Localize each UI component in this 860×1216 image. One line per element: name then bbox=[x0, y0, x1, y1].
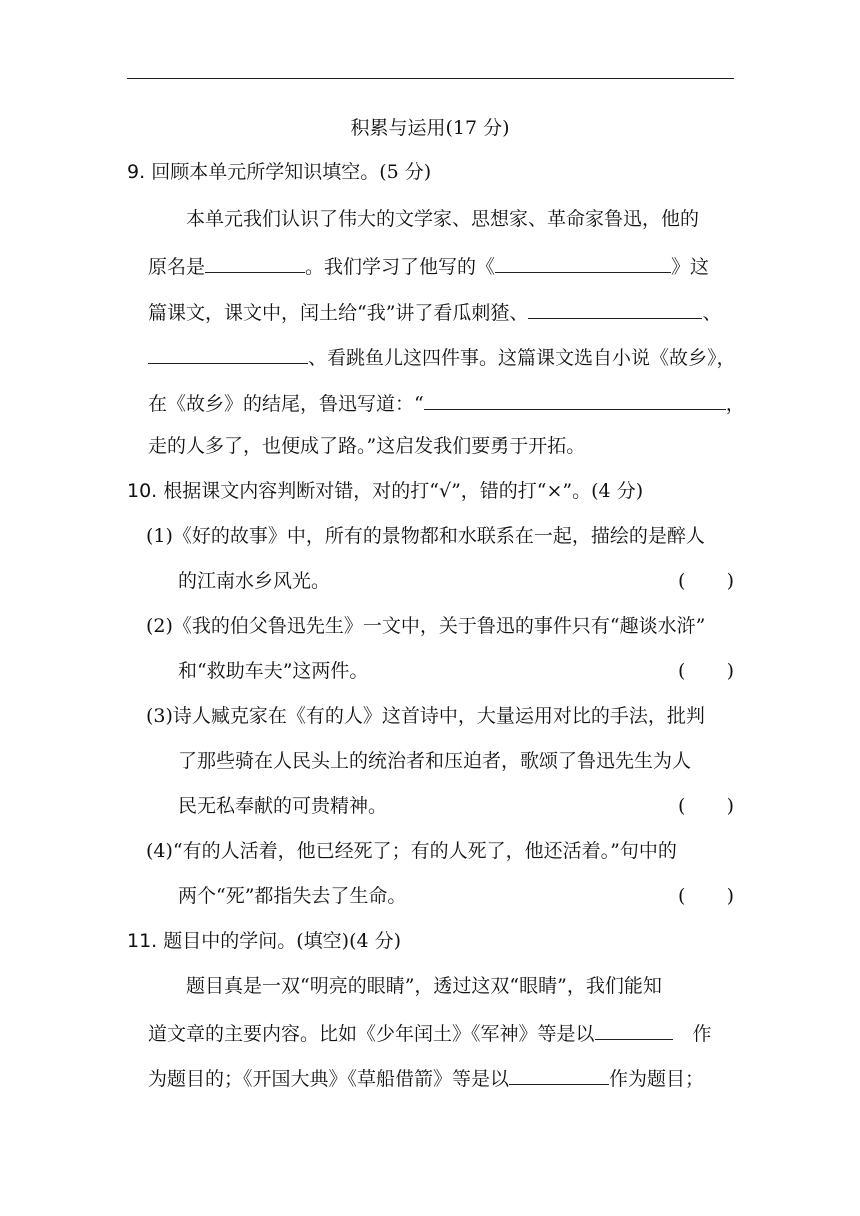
paren-open: ( bbox=[678, 570, 686, 592]
top-rule bbox=[127, 78, 734, 79]
q9-line-2-text-a: 原名是 bbox=[148, 256, 206, 278]
q11-line-2 bbox=[148, 1019, 712, 1046]
q11-line-3-text-b: 作为题目； bbox=[609, 1068, 705, 1090]
q9-line-1: 本单元我们认识了伟大的文学家、思想家、革命家鲁迅，他的 bbox=[186, 208, 700, 230]
q10-item-4-line-1: (4)“有的人活着，他已经死了；有的人死了，他还活着。”句中的 bbox=[146, 840, 677, 862]
q11-line-1: 题目真是一双“明亮的眼睛”，透过这双“眼睛”，我们能知 bbox=[186, 975, 662, 997]
paren-close: ) bbox=[726, 660, 734, 682]
q9-blank-event-3[interactable] bbox=[148, 343, 308, 364]
q9-blank-lesson-title[interactable] bbox=[495, 252, 671, 273]
paren-open: ( bbox=[678, 660, 686, 682]
q10-item-2-line-1: (2)《我的伯父鲁迅先生》一文中，关于鲁迅的事件只有“趣谈水浒” bbox=[146, 615, 706, 637]
q11-blank-2[interactable] bbox=[509, 1064, 609, 1085]
section-title: 积累与运用(17 分) bbox=[350, 117, 510, 139]
q11-line-2-text-a: 道文章的主要内容。比如《少年闰土》《军神》等是以 bbox=[148, 1023, 595, 1045]
q10-item-3-line-3: 民无私奉献的可贵精神。 bbox=[178, 795, 388, 817]
paren-close: ) bbox=[726, 795, 734, 817]
q9-line-2-text-c: 》这 bbox=[671, 256, 710, 278]
q9-line-5 bbox=[148, 389, 745, 416]
q10-item-1-line-1: (1)《好的故事》中，所有的景物都和水联系在一起，描绘的是醉人 bbox=[146, 525, 705, 547]
paren-close: ) bbox=[726, 570, 734, 592]
paren-open: ( bbox=[678, 795, 686, 817]
q10-item-4-answer-box[interactable] bbox=[678, 884, 734, 908]
q9-stem-text: 回顾本单元所学知识填空。(5 分) bbox=[151, 161, 432, 183]
q9-stem bbox=[127, 160, 431, 184]
q10-item-1-answer-box[interactable] bbox=[678, 569, 734, 593]
q11-line-2-text-b: 作 bbox=[692, 1023, 712, 1045]
q9-line-5-text-b: ， bbox=[725, 393, 745, 415]
q10-item-3-line-1: (3)诗人臧克家在《有的人》这首诗中，大量运用对比的手法，批判 bbox=[146, 705, 705, 727]
q9-line-5-text-a: 在《故乡》的结尾，鲁迅写道：“ bbox=[148, 393, 424, 415]
q9-line-2-text-b: 。我们学习了他写的《 bbox=[305, 256, 496, 278]
paren-open: ( bbox=[678, 885, 686, 907]
q9-line-4 bbox=[148, 343, 736, 370]
q10-item-4-line-2: 两个“死”都指失去了生命。 bbox=[178, 885, 407, 907]
q10-number: 10. bbox=[127, 480, 158, 502]
q11-stem bbox=[127, 929, 401, 953]
q9-blank-original-name[interactable] bbox=[205, 252, 305, 273]
q10-item-3-answer-box[interactable] bbox=[678, 794, 734, 818]
q11-blank-1[interactable] bbox=[595, 1019, 673, 1040]
q9-number: 9. bbox=[127, 161, 146, 183]
q10-item-2-line-2: 和“救助车夫”这两件。 bbox=[178, 660, 369, 682]
q10-stem-text: 根据课文内容判断对错，对的打“√”，错的打“×”。(4 分) bbox=[163, 480, 644, 502]
q9-line-3 bbox=[148, 298, 721, 325]
q10-stem bbox=[127, 479, 643, 503]
q9-blank-quote[interactable] bbox=[424, 389, 726, 410]
q9-line-3-text-b: 、 bbox=[702, 302, 722, 324]
q11-stem-text: 题目中的学问。(填空)(4 分) bbox=[163, 930, 402, 952]
q9-line-4-text: 、看跳鱼儿这四件事。这篇课文选自小说《故乡》， bbox=[308, 347, 736, 369]
q10-item-3-line-2: 了那些骑在人民头上的统治者和压迫者，歌颂了鲁迅先生为人 bbox=[178, 750, 692, 772]
q9-line-3-text-a: 篇课文，课文中，闰土给“我”讲了看瓜刺猹、 bbox=[148, 302, 529, 324]
q10-item-1-line-2: 的江南水乡风光。 bbox=[178, 570, 331, 592]
q9-line-6: 走的人多了，也便成了路。”这启发我们要勇于开拓。 bbox=[148, 435, 586, 457]
paren-close: ) bbox=[726, 885, 734, 907]
q9-blank-event-2[interactable] bbox=[528, 298, 702, 319]
q9-line-2 bbox=[148, 252, 709, 279]
q11-line-3-text-a: 为题目的；《开国大典》《草船借箭》等是以 bbox=[148, 1068, 510, 1090]
q10-item-2-answer-box[interactable] bbox=[678, 659, 734, 683]
q11-number: 11. bbox=[127, 930, 158, 952]
q11-line-3 bbox=[148, 1064, 704, 1091]
